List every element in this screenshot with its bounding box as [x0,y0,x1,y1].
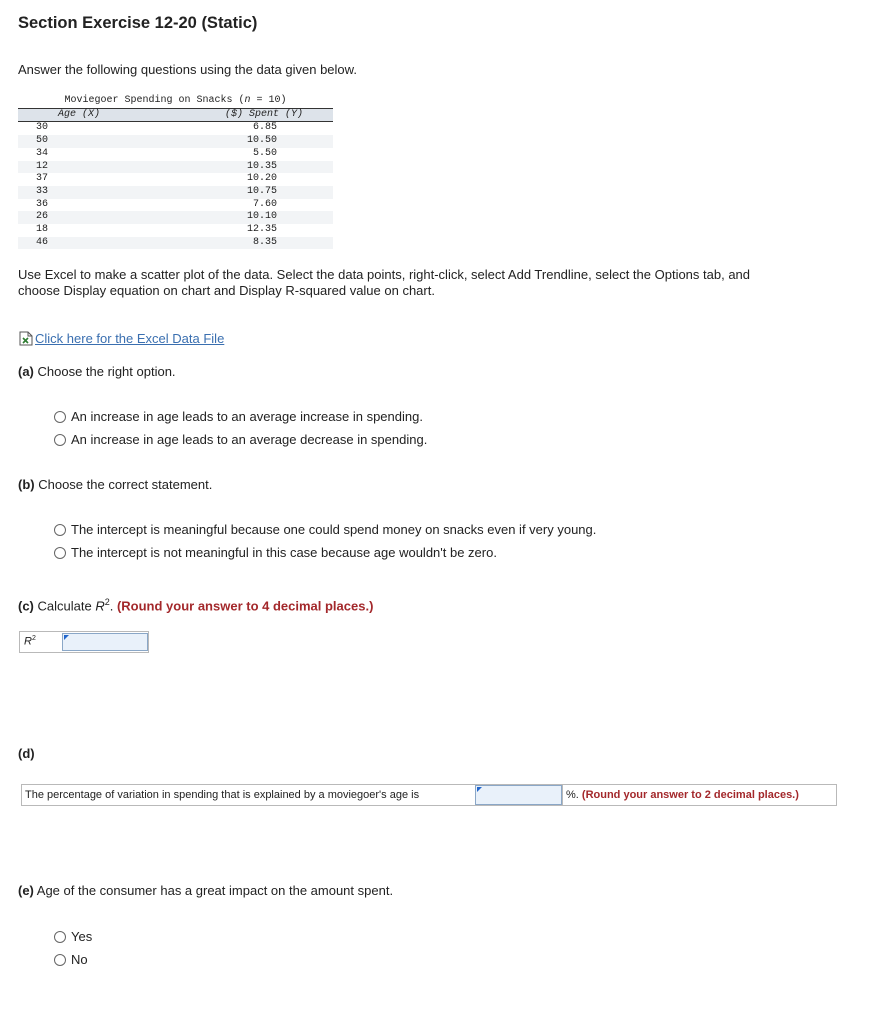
part-b-option-1[interactable]: The intercept is meaningful because one could spend money on snacks even if very young. [54,522,596,537]
table-caption: Moviegoer Spending on Snacks (n = 10) [18,95,333,108]
data-table [18,95,333,249]
age-cell: 50 [18,135,183,148]
spent-cell: 7.60 [252,198,277,210]
part-a-option-1[interactable]: An increase in age leads to an average increase in spending. [54,409,423,424]
part-e-prompt: (e) Age of the consumer has a great impact on the amount spent. [18,883,394,898]
percentage-input[interactable] [475,785,562,805]
table-row [18,237,333,250]
radio-button[interactable] [54,931,66,943]
table-row [18,122,333,135]
spent-cell: 10.20 [246,173,277,185]
part-d-unit: %. (Round your answer to 2 decimal places.) [562,785,799,805]
spent-cell: 5.50 [252,147,277,159]
table-row [18,173,333,186]
spent-cell: 10.50 [183,135,333,148]
r-squared-input[interactable] [62,633,148,651]
r-squared-row [19,631,149,653]
age-cell: 37 [36,173,49,185]
r-squared-label: $R^2$ [24,635,36,648]
table-row [18,135,333,148]
part-c-prompt: (c) Calculate $R^2$. (Round your answer to 4 decimal places.) [18,597,374,614]
part-e-option-no[interactable]: No [54,952,88,967]
age-cell: 12 [18,161,183,174]
spent-cell: 10.35 [183,161,333,174]
part-d-label: (d) [18,746,35,761]
age-cell: 46 [18,237,183,250]
table-row [18,186,333,199]
excel-file-icon [19,331,33,346]
table-row [18,224,333,237]
part-b-option-2[interactable]: The intercept is not meaningful in this case because age wouldn't be zero. [54,545,497,560]
excel-link-row[interactable] [19,331,224,346]
radio-button[interactable] [54,524,66,536]
intro-text: Answer the following questions using the data given below. [18,62,357,77]
age-cell: 36 [36,198,49,210]
radio-button[interactable] [54,434,66,446]
spent-column-header: ($) Spent (Y) [183,108,333,122]
part-a-option-2[interactable]: An increase in age leads to an average decrease in spending. [54,432,427,447]
age-cell: 26 [18,211,183,224]
table-row [18,199,333,212]
part-e-option-yes[interactable]: Yes [54,929,92,944]
age-column-header: Age (X) [18,108,183,122]
part-b-prompt: (b) Choose the correct statement. [18,477,213,492]
instructions-line-1: Use Excel to make a scatter plot of the data. Select the data points, right-click, select Add Trendline, select the Options tab, and [18,267,751,282]
radio-button[interactable] [54,954,66,966]
spent-cell: 6.85 [252,122,277,134]
spent-cell: 10.75 [183,186,333,199]
radio-button[interactable] [54,547,66,559]
spent-cell: 12.35 [246,224,277,236]
part-d-statement: The percentage of variation in spending that is explained by a moviegoer's age is [25,789,420,801]
part-d-row [21,784,837,806]
instructions-line-2: choose Display equation on chart and Display R-squared value on chart. [18,283,435,298]
table-row [18,211,333,224]
age-cell: 34 [36,147,49,159]
page-title: Section Exercise 12-20 (Static) [18,14,258,32]
age-cell: 33 [18,186,183,199]
spent-cell: 10.10 [183,211,333,224]
radio-button[interactable] [54,411,66,423]
spent-cell: 8.35 [183,237,333,250]
part-a-prompt: (a) Choose the right option. [18,364,176,379]
table-row [18,161,333,174]
excel-data-file-link[interactable]: Click here for the Excel Data File [35,331,225,346]
age-cell: 18 [36,224,49,236]
table-row [18,148,333,161]
age-cell: 30 [36,122,49,134]
